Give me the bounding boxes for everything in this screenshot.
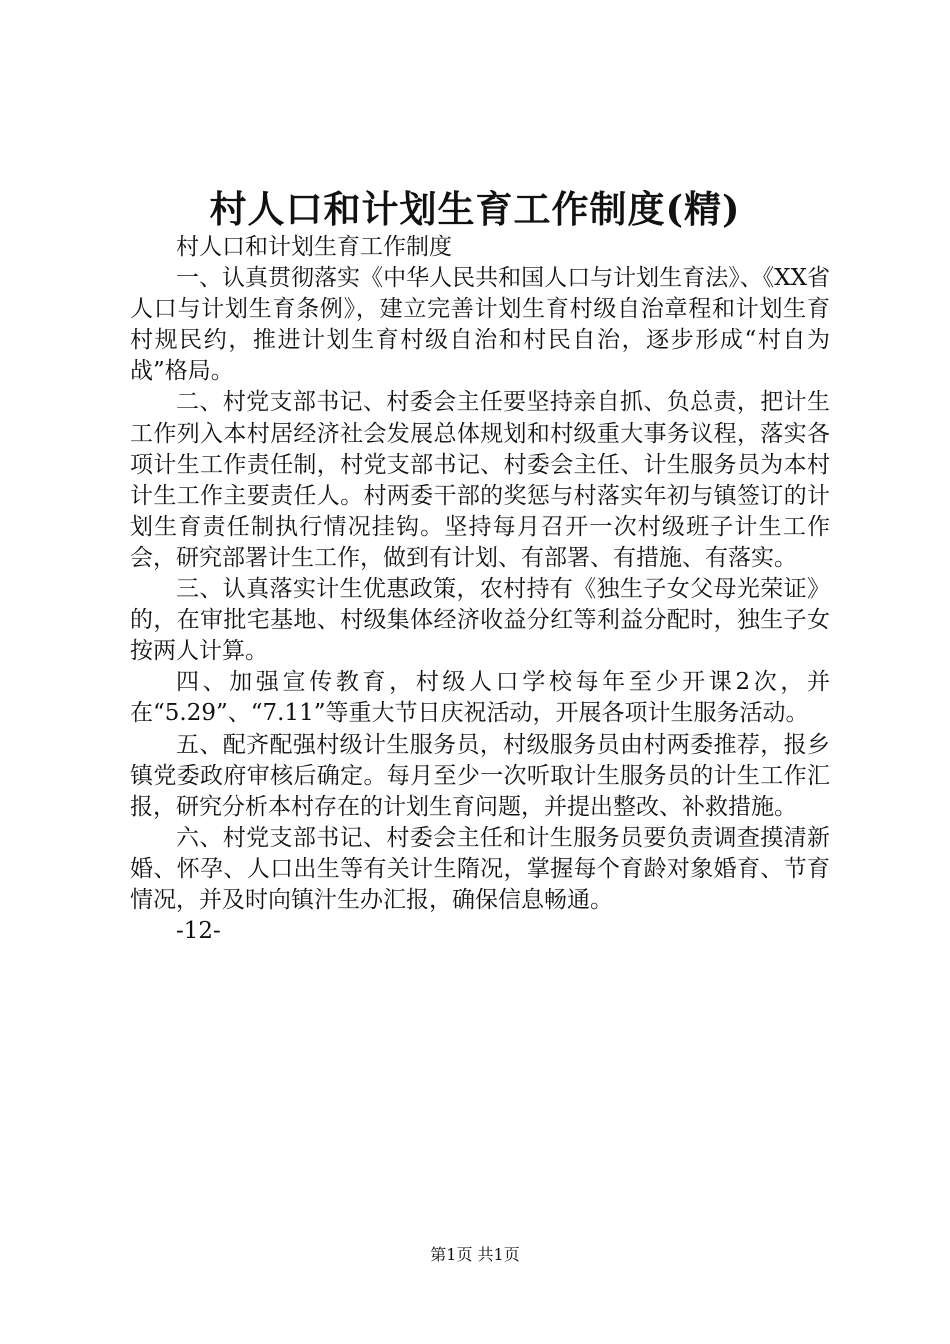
- paragraph-2: 二、村党支部书记、村委会主任要坚持亲自抓、负总责，把计生工作列入本村居经济社会发展总体规划和村级重大事务议程，落实各项计生工作责任制，村党支部书记、村委会主任、计生服务员为本村计生工作主要责任人。村两委干部的奖惩与村落实年初与镇签订的计划生育责任制执行情况挂钩。坚持每月召开一次村级班子计生工作会，研究部署计生工作，做到有计划、有部署、有措施、有落实。: [130, 389, 830, 571]
- page-footer: 第1页 共1页: [430, 1245, 520, 1264]
- paragraph-4: 四、加强宣传教育，村级人口学校每年至少开课2次，并在“5.29”、“7.11”等重大节日庆祝活动，开展各项计生服务活动。: [130, 669, 830, 727]
- inline-page-number: -12-: [176, 918, 221, 945]
- document-title: 村人口和计划生育工作制度(精): [209, 187, 741, 231]
- paragraph-5: 五、配齐配强村级计生服务员，村级服务员由村两委推荐，报乡镇党委政府审核后确定。每月至少一次听取计生服务员的计生工作汇报，研究分析本村存在的计划生育问题，并提出整改、补救措施。: [130, 731, 830, 820]
- document-body: [130, 232, 830, 947]
- paragraph-6: 六、村党支部书记、村委会主任和计生服务员要负责调查摸清新婚、怀孕、人口出生等有关计生隋况，掌握每个育龄对象婚育、节育情况，并及时向镇汁生办汇报，确保信息畅通。: [130, 824, 830, 913]
- paragraph-1: 一、认真贯彻落实《中华人民共和国人口与计划生育法》、《XX省人口与计划生育条例》，建立完善计划生育村级自治章程和计划生育村规民约，推进计划生育村级自治和村民自治，逐步形成“村自为战”格局。: [130, 265, 830, 385]
- paragraph-3: 三、认真落实计生优惠政策，农村持有《独生子女父母光荣证》的，在审批宅基地、村级集体经济收益分红等利益分配时，独生子女按两人计算。: [130, 576, 830, 665]
- document-subtitle: 村人口和计划生育工作制度: [176, 234, 452, 260]
